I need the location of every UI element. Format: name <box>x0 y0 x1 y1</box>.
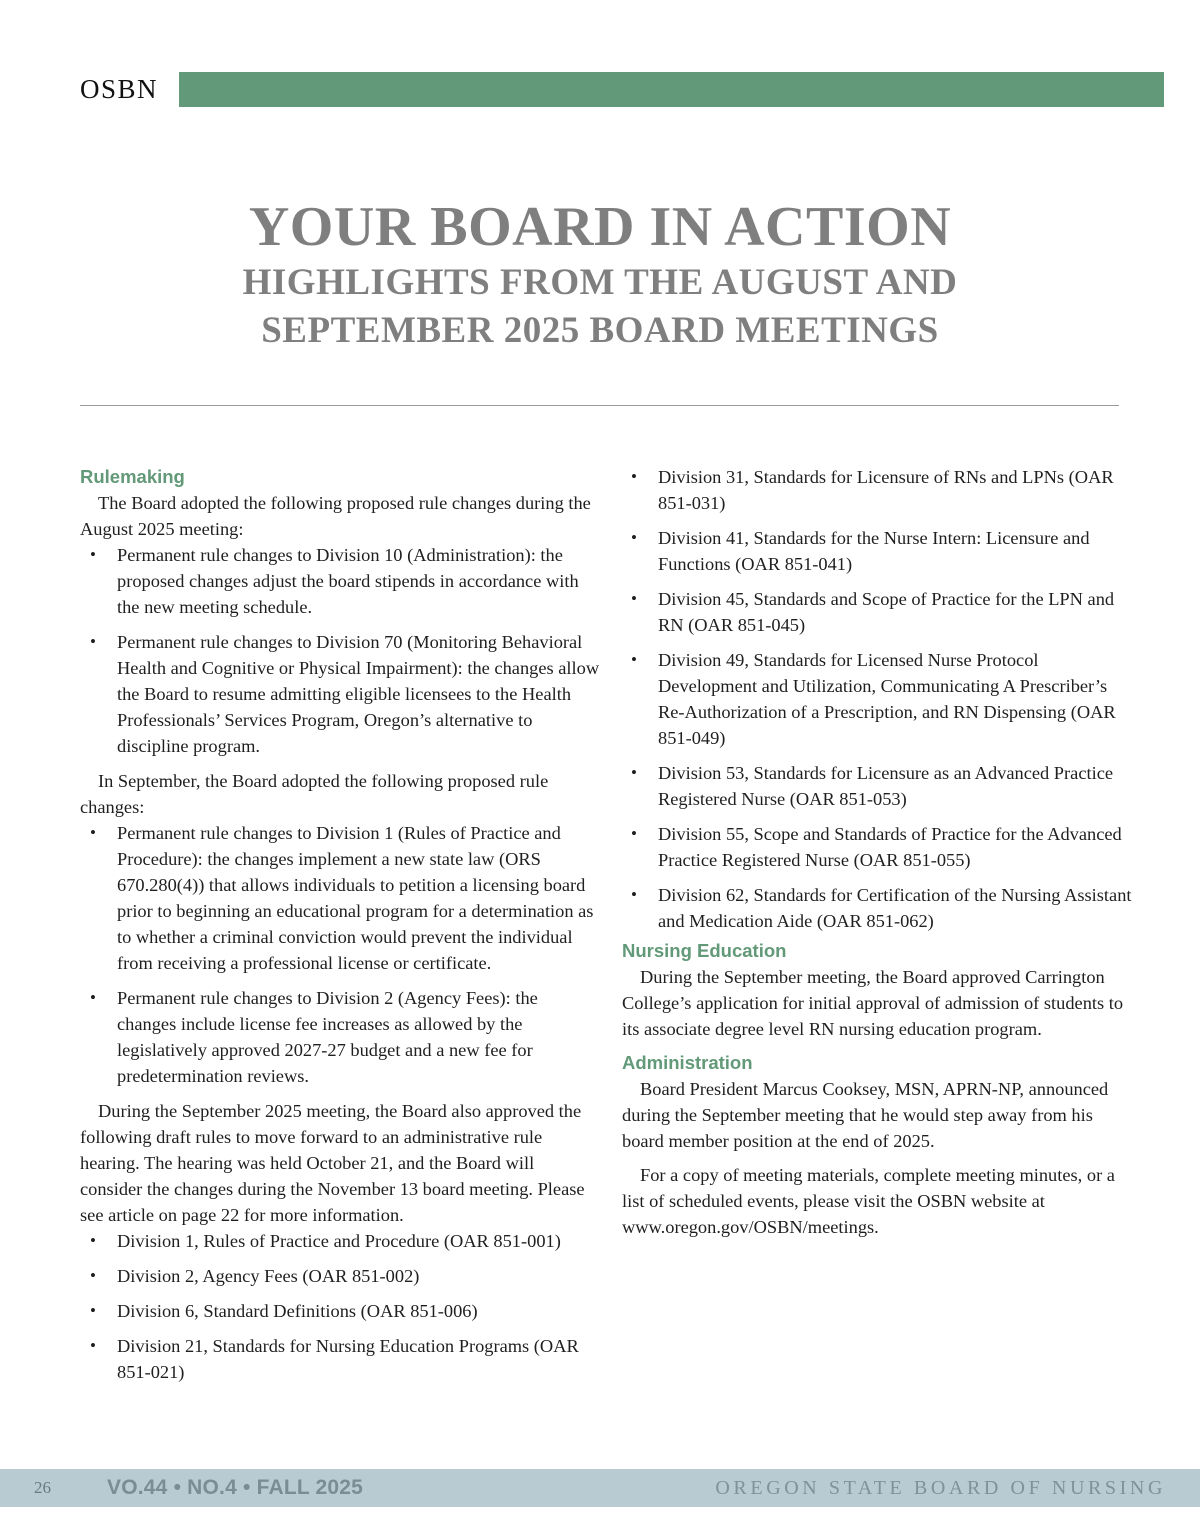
page-subtitle-line-2: SEPTEMBER 2025 BOARD MEETINGS <box>261 310 939 351</box>
september-intro: In September, the Board adopted the following proposed rule changes: <box>80 771 549 817</box>
page-title: YOUR BOARD IN ACTION <box>248 196 952 258</box>
brand-name: OSBN <box>80 74 159 104</box>
september-rule-list <box>80 820 600 1089</box>
issue-label: VO.44 • NO.4 • FALL 2025 <box>107 1476 364 1499</box>
page-number: 26 <box>34 1478 51 1497</box>
title-block <box>0 196 1200 354</box>
august-rule-list <box>80 542 600 759</box>
section-heading-administration: Administration <box>622 1052 753 1073</box>
list-item: • Division 31, Standards for Licensure of RNs and LPNs (OAR 851-031) <box>622 464 1137 516</box>
list-item: • Division 55, Scope and Standards of Practice for the Advanced Practice Registered Nurse (OAR 851-055) <box>622 821 1137 873</box>
list-item: • Division 49, Standards for Licensed Nurse Protocol Development and Utilization, Communicating A Prescriber’s Re-Authorization of a Prescription, and RN Dispensing (OAR 851-049) <box>622 647 1137 751</box>
section-heading-rulemaking: Rulemaking <box>80 466 185 487</box>
left-column <box>80 464 600 1394</box>
nursing-education-body: During the September meeting, the Board approved Carrington College’s application for initial approval of admission of students to its associate degree level RN nursing education program. <box>622 967 1124 1039</box>
list-item: • Division 21, Standards for Nursing Education Programs (OAR 851-021) <box>80 1333 600 1385</box>
list-item: • Permanent rule changes to Division 10 (Administration): the proposed changes adjust the board stipends in accordance with the new meeting schedule. <box>80 542 600 620</box>
list-item: • Division 62, Standards for Certification of the Nursing Assistant and Medication Aide (OAR 851-062) <box>622 882 1137 934</box>
list-item: • Division 53, Standards for Licensure as an Advanced Practice Registered Nurse (OAR 851-053) <box>622 760 1137 812</box>
draft-rule-list-right <box>622 464 1137 934</box>
administration-body: Board President Marcus Cooksey, MSN, APRN-NP, announced during the September meeting that he would step away from his board member position at the end of 2025. <box>622 1079 1109 1151</box>
list-item: • Division 6, Standard Definitions (OAR 851-006) <box>80 1298 600 1324</box>
draft-rules-intro: During the September 2025 meeting, the Board also approved the following draft rules to move forward to an administrative rule hearing. The hearing was held October 21, and the Board will consider the changes during the November 13 board meeting. Please see article on page 22 for more information. <box>80 1101 585 1225</box>
section-heading-nursing-education: Nursing Education <box>622 940 787 961</box>
right-column <box>622 464 1137 1240</box>
list-item: • Division 1, Rules of Practice and Procedure (OAR 851-001) <box>80 1228 600 1254</box>
draft-rule-list-left <box>80 1228 600 1385</box>
list-item: • Permanent rule changes to Division 1 (Rules of Practice and Procedure): the changes implement a new state law (ORS 670.280(4)) that allows individuals to petition a licensing board prior to beginning an educational program for a determination as to whether a criminal conviction would prevent the individual from receiving a professional license or certificate. <box>80 820 600 976</box>
list-item: • Division 2, Agency Fees (OAR 851-002) <box>80 1263 600 1289</box>
list-item: • Division 45, Standards and Scope of Practice for the LPN and RN (OAR 851-045) <box>622 586 1137 638</box>
page-subtitle-line-1: HIGHLIGHTS FROM THE AUGUST AND <box>242 262 958 303</box>
organization-name: OREGON STATE BOARD OF NURSING <box>715 1477 1166 1499</box>
header-accent-bar <box>179 72 1164 107</box>
list-item: • Permanent rule changes to Division 2 (Agency Fees): the changes include license fee increases as allowed by the legislatively approved 2027-27 budget and a new fee for predetermination reviews. <box>80 985 600 1089</box>
list-item: • Permanent rule changes to Division 70 (Monitoring Behavioral Health and Cognitive or Physical Impairment): the changes allow the Board to resume admitting eligible licensees to the Health Professionals’ Services Program, Oregon’s alternative to discipline program. <box>80 629 600 759</box>
closing-paragraph: For a copy of meeting materials, complete meeting minutes, or a list of scheduled events, please visit the OSBN website at www.oregon.gov/OSBN/meetings. <box>622 1165 1115 1237</box>
august-intro: The Board adopted the following proposed rule changes during the August 2025 meeting: <box>80 493 591 539</box>
list-item: • Division 41, Standards for the Nurse Intern: Licensure and Functions (OAR 851-041) <box>622 525 1137 577</box>
title-divider <box>80 405 1119 406</box>
